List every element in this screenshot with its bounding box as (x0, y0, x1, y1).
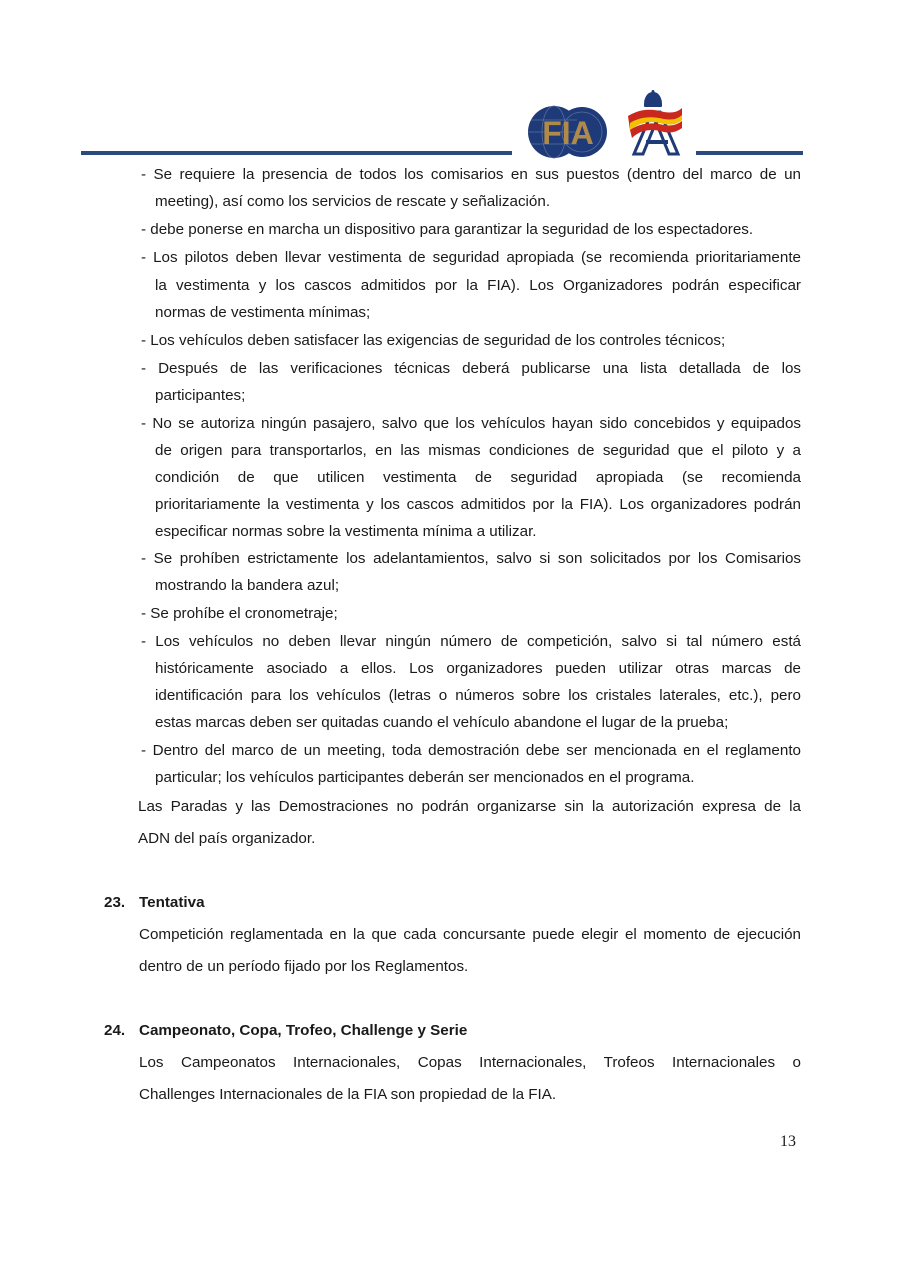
text-line: estas marcas deben ser quitadas cuando el vehículo abandone el lugar de la prueba; (155, 714, 729, 731)
text-line: - Los vehículos deben satisfacer las exigencias de seguridad de los controles técnicos; (141, 332, 726, 349)
fia-logo-icon (527, 104, 609, 160)
text-line: - Después de las verificaciones técnicas deberá publicarse una lista detallada de los (141, 360, 801, 377)
text-line: identificación para los vehículos (letras o números sobre los cristales laterales, etc.), pero (155, 687, 801, 704)
svg-text:FIA: FIA (542, 115, 594, 151)
text-line: históricamente asociado a ellos. Los organizadores pueden utilizar otras marcas de (155, 660, 801, 677)
text-line: especificar normas sobre la vestimenta mínima a utilizar. (155, 523, 537, 540)
section-paragraph-line: Competición reglamentada en la que cada concursante puede elegir el momento de ejecución (139, 926, 801, 943)
text-line: Las Paradas y las Demostraciones no podrán organizarse sin la autorización expresa de la (138, 798, 801, 815)
text-line: - debe ponerse en marcha un dispositivo para garantizar la seguridad de los espectadores. (141, 221, 754, 238)
section-title: Campeonato, Copa, Trofeo, Challenge y Serie (139, 1022, 468, 1039)
text-line: ADN del país organizador. (138, 830, 316, 847)
text-line: - Dentro del marco de un meeting, toda demostración debe ser mencionada en el reglamento (141, 742, 801, 759)
section-paragraph-line: Challenges Internacionales de la FIA son propiedad de la FIA. (139, 1086, 557, 1103)
section-number: 24. (104, 1022, 126, 1039)
text-line: mostrando la bandera azul; (155, 577, 340, 594)
section-title: Tentativa (139, 894, 205, 911)
section-number: 23. (104, 894, 126, 911)
text-line: normas de vestimenta mínimas; (155, 304, 371, 321)
text-line: - Se requiere la presencia de todos los comisarios en sus puestos (dentro del marco de un (141, 166, 801, 183)
text-line: - Los vehículos no deben llevar ningún número de competición, salvo si tal número está (141, 633, 801, 650)
page-number: 13 (780, 1133, 796, 1150)
text-line: - Se prohíbe el cronometraje; (141, 605, 338, 622)
page-header (0, 0, 905, 165)
header-rule-left (81, 151, 512, 155)
text-line: de origen para transportarlos, en las mismas condiciones de seguridad que el piloto y a (155, 442, 801, 459)
header-rule-right (696, 151, 803, 155)
rfea-logo-icon (624, 90, 688, 156)
text-line: - Se prohíben estrictamente los adelantamientos, salvo si son solicitados por los Comisarios (141, 550, 801, 567)
text-line: - Los pilotos deben llevar vestimenta de seguridad apropiada (se recomienda prioritariamente (141, 249, 801, 266)
text-line: - No se autoriza ningún pasajero, salvo que los vehículos hayan sido concebidos y equipados (141, 415, 801, 432)
text-line: prioritariamente la vestimenta y los cascos admitidos por la FIA). Los organizadores podrán (155, 496, 801, 513)
text-line: condición de que utilicen vestimenta de seguridad apropiada (se recomienda (155, 469, 801, 486)
section-paragraph-line: dentro de un período fijado por los Reglamentos. (139, 958, 469, 975)
text-line: participantes; (155, 387, 246, 404)
section-paragraph-line: Los Campeonatos Internacionales, Copas Internacionales, Trofeos Internacionales o (139, 1054, 801, 1071)
text-line: particular; los vehículos participantes deberán ser mencionados en el programa. (155, 769, 695, 786)
text-line: meeting), así como los servicios de rescate y señalización. (155, 193, 551, 210)
text-line: la vestimenta y los cascos admitidos por la FIA). Los Organizadores podrán especificar (155, 277, 801, 294)
